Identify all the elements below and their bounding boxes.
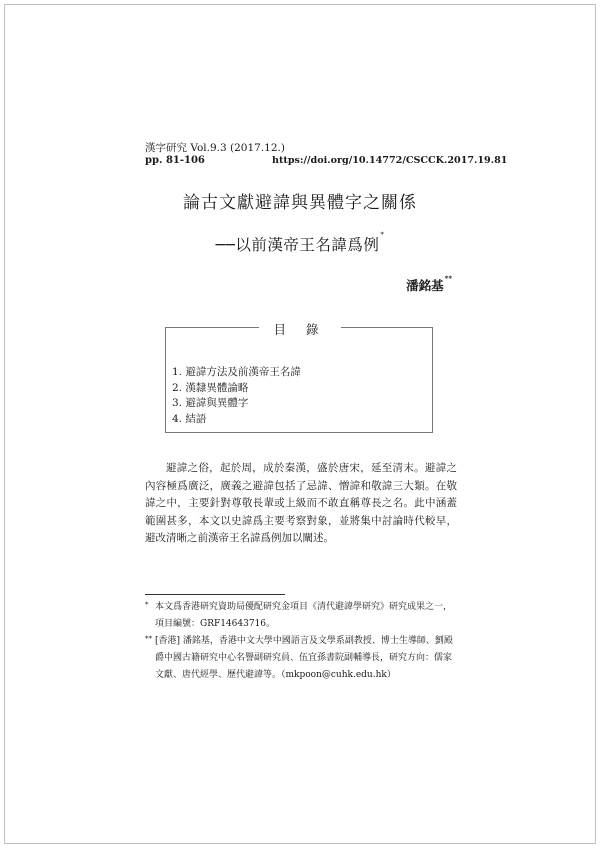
footnote-rule bbox=[145, 594, 285, 595]
subtitle-footnote-mark[interactable]: * bbox=[380, 231, 385, 239]
toc-heading: 目 錄 bbox=[259, 320, 341, 338]
doi-link[interactable]: https://doi.org/10.14772/CSCCK.2017.19.81 bbox=[272, 155, 508, 166]
page-range: pp. 81-106 bbox=[145, 155, 205, 166]
toc-item[interactable]: 3. 避諱與異體字 bbox=[172, 397, 249, 409]
abstract-paragraph: 避諱之俗，起於周，成於秦漢，盛於唐宋，延至清末。避諱之內容極爲廣泛，廣義之避諱包括了忌諱、憎諱和敬諱三大類。在敬諱之中，主要針對尊敬長輩或上級而不敢直稱尊長之名。此中涵蓋範圍甚多，本文以史諱爲主要考察對象，並將集中討論時代較早，避改清晰之前漢帝王名諱爲例加以闡述。 bbox=[145, 462, 457, 544]
toc-item[interactable]: 2. 漢隸異體論略 bbox=[172, 381, 249, 394]
footnote-2-mark: ** bbox=[145, 635, 152, 643]
footnote-1-mark: * bbox=[145, 601, 149, 609]
paper-title: 論古文獻避諱與異體字之關係 bbox=[183, 193, 417, 213]
toc-item[interactable]: 4. 結語 bbox=[172, 412, 207, 425]
footnote-2 bbox=[145, 633, 460, 684]
author-text: 潘銘基 bbox=[406, 278, 444, 293]
toc-list bbox=[172, 365, 301, 427]
paper-subtitle bbox=[0, 233, 600, 255]
toc-item[interactable]: 1. 避諱方法及前漢帝王名諱 bbox=[172, 366, 301, 378]
footnote-1-text: 本文爲香港研究資助局優配研究金項目《清代避諱學研究》研究成果之一，項目編號：GRF14643716。 bbox=[155, 602, 453, 629]
author-name bbox=[300, 276, 452, 294]
subtitle-text: ──以前漢帝王名諱爲例 bbox=[215, 236, 380, 254]
journal-info: 漢字研究 Vol.9.3 (2017.12.) bbox=[145, 142, 285, 154]
author-footnote-mark[interactable]: ** bbox=[444, 274, 452, 283]
footnote-1 bbox=[145, 599, 460, 633]
footnote-2-text: [香港] 潘銘基，香港中文大學中國語言及文學系副教授、博士生導師、劉殿爵中國古籍研究中心名譽副研究員、伍宜孫書院副輔導長，研究方向：儒家文獻、唐代經學、歷代避諱等。（mkpoon@cuhk.edu.hk） bbox=[155, 636, 453, 680]
